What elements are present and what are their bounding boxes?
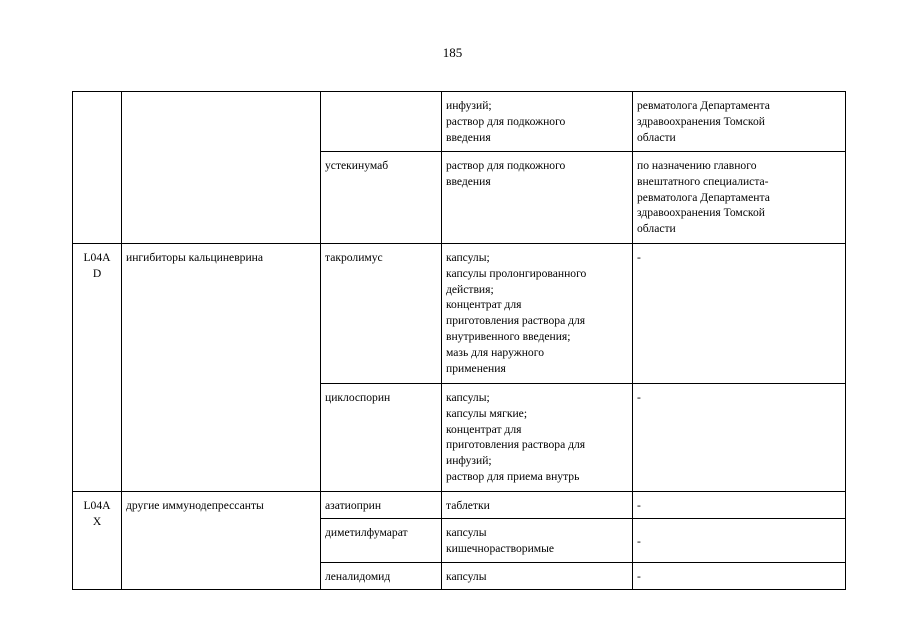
dosage-form-line: капсулы;	[446, 391, 490, 404]
atc-code-cell	[73, 492, 122, 590]
note-line: здравоохранения Томской	[637, 206, 765, 220]
dosage-form-line: концентрат для	[446, 422, 522, 436]
dosage-forms-cell	[442, 244, 633, 384]
dosage-forms-cell	[442, 92, 633, 152]
dosage-forms-cell	[442, 563, 633, 590]
dosage-form-line: капсулы мягкие;	[446, 406, 528, 420]
group-name-cell: ингибиторы кальциневрина	[122, 244, 321, 492]
atc-code-line: X	[92, 514, 102, 528]
dosage-form-line: введения	[446, 174, 491, 188]
atc-code-cell	[73, 92, 122, 244]
note-cell	[633, 92, 846, 152]
drug-name-cell: циклоспорин	[321, 384, 442, 492]
dosage-form-line: концентрат для	[446, 298, 522, 312]
table-row	[73, 244, 846, 384]
dosage-form-line: инфузий;	[446, 454, 492, 468]
atc-code-cell	[73, 244, 122, 492]
drug-name-cell: леналидомид	[321, 563, 442, 590]
note-line: ревматолога Департамента	[637, 99, 770, 112]
note-line: области	[637, 222, 676, 236]
note-cell	[633, 152, 846, 244]
atc-code-line: L04A	[83, 251, 111, 264]
dosage-form-line: капсулы пролонгированного	[446, 266, 587, 280]
atc-code-line: L04A	[83, 499, 111, 512]
dosage-forms-cell	[442, 152, 633, 244]
dosage-form-line: введения	[446, 130, 491, 144]
note-cell: -	[633, 244, 846, 384]
dosage-form-line: раствор для подкожного	[446, 114, 566, 128]
dosage-form-line: внутривенного введения;	[446, 329, 571, 343]
note-line: внештатного специалиста-	[637, 174, 769, 188]
dosage-form-line: таблетки	[446, 499, 490, 512]
dosage-forms-cell	[442, 384, 633, 492]
dosage-form-line: капсулы	[446, 570, 487, 583]
note-line: здравоохранения Томской	[637, 114, 765, 128]
table-row	[73, 92, 846, 152]
atc-code-line: D	[92, 266, 102, 280]
drug-name-cell	[321, 92, 442, 152]
dosage-form-line: раствор для приема внутрь	[446, 469, 580, 483]
page-number: 185	[442, 45, 463, 60]
dosage-form-line: приготовления раствора для	[446, 314, 586, 328]
drug-table	[72, 91, 846, 590]
group-name-cell	[122, 92, 321, 244]
dosage-form-line: применения	[446, 361, 506, 375]
note-line: области	[637, 130, 676, 144]
dosage-forms-cell	[442, 519, 633, 563]
dosage-forms-cell	[442, 492, 633, 519]
note-line: ревматолога Департамента	[637, 190, 770, 204]
drug-name-cell: диметилфумарат	[321, 519, 442, 563]
dosage-form-line: кишечнорастворимые	[446, 541, 555, 555]
table-row	[73, 492, 846, 519]
note-cell: -	[633, 492, 846, 519]
dosage-form-line: инфузий;	[446, 99, 492, 112]
drug-name-cell: азатиоприн	[321, 492, 442, 519]
note-cell: -	[633, 384, 846, 492]
dosage-form-line: раствор для подкожного	[446, 159, 566, 172]
note-cell: -	[633, 563, 846, 590]
dosage-form-line: приготовления раствора для	[446, 438, 586, 452]
dosage-form-line: капсулы;	[446, 251, 490, 264]
drug-name-cell: такролимус	[321, 244, 442, 384]
dosage-form-line: капсулы	[446, 526, 487, 539]
group-name-cell: другие иммунодепрессанты	[122, 492, 321, 590]
dosage-form-line: действия;	[446, 282, 494, 296]
note-cell: -	[633, 519, 846, 563]
drug-name-cell: устекинумаб	[321, 152, 442, 244]
dosage-form-line: мазь для наружного	[446, 345, 544, 359]
note-line: по назначению главного	[637, 159, 757, 172]
